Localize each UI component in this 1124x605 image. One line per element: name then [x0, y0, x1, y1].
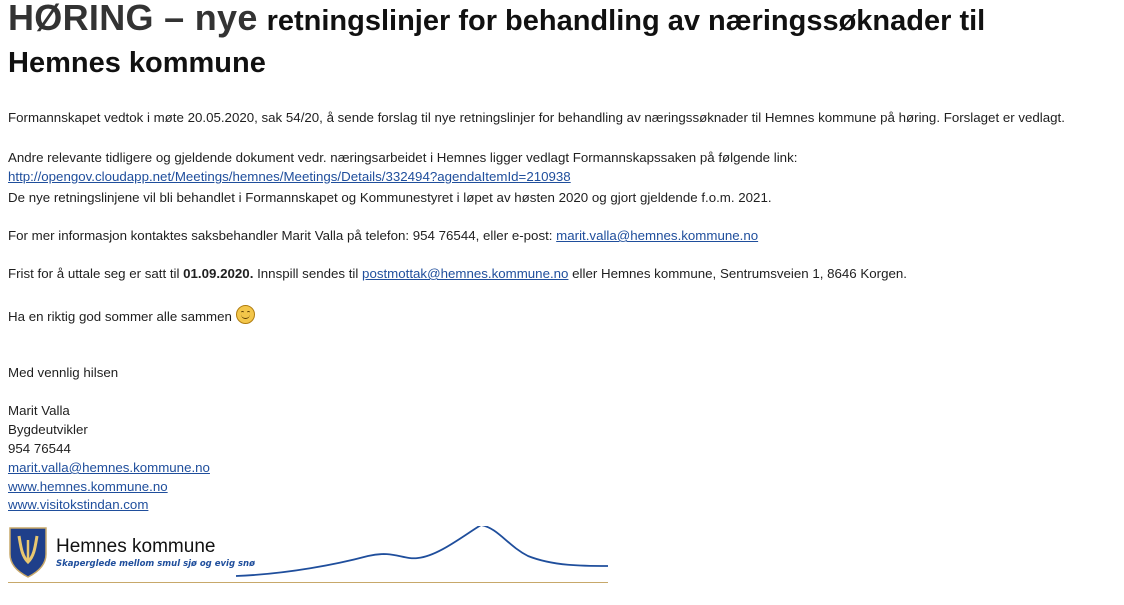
signature-email-line [8, 458, 210, 477]
signature-name: Marit Valla [8, 403, 70, 418]
visitokstindan-website-link[interactable]: www.visitokstindan.com [8, 497, 149, 512]
address-text: eller Hemnes kommune, Sentrumsveien 1, 8646 Korgen. [568, 266, 907, 281]
signature-role: Bygdeutvikler [8, 422, 88, 437]
logo-slogan: Skaperglede mellom smul sjø og evig snø [56, 559, 255, 569]
hemnes-website-link[interactable]: www.hemnes.kommune.no [8, 479, 168, 494]
summer-greeting: Ha en riktig god sommer alle sammen [8, 309, 232, 324]
signature-email-link[interactable]: marit.valla@hemnes.kommune.no [8, 460, 210, 475]
signature-web1-line [8, 477, 168, 496]
mountain-line-icon [8, 526, 608, 582]
paragraph-6 [8, 305, 255, 326]
title-part-2: retningslinjer for behandling av næringssøknader til [266, 5, 986, 37]
paragraph-4-text: For mer informasjon kontaktes saksbehandler Marit Valla på telefon: 954 76544, eller e-post: [8, 228, 557, 243]
hemnes-logo [8, 526, 608, 586]
title-part-1: HØRING – nye [8, 0, 258, 38]
title-line-1 [8, 0, 1118, 36]
opengov-link[interactable]: http://opengov.cloudapp.net/Meetings/hemnes/Meetings/Details/332494?agendaItemId=210938 [8, 169, 571, 184]
paragraph-5 [8, 264, 907, 283]
smiley-icon [236, 305, 255, 324]
logo-divider [8, 582, 608, 583]
title-line-2: Hemnes kommune [8, 47, 266, 79]
signature-greeting: Med vennlig hilsen [8, 365, 119, 380]
deadline-text: Frist for å uttale seg er satt til [8, 266, 184, 281]
contact-email-link[interactable]: marit.valla@hemnes.kommune.no [556, 228, 759, 243]
page-title [8, 0, 1118, 78]
paragraph-3: De nye retningslinjene vil bli behandlet i Formannskapet og Kommunestyret i løpet av høsten 2020 og gjort gjeldende f.o.m. 2021. [8, 190, 772, 205]
deadline-date: 01.09.2020. [183, 266, 254, 281]
opengov-link-line [8, 167, 571, 186]
signature-web2-line [8, 495, 148, 514]
paragraph-1: Formannskapet vedtok i møte 20.05.2020, sak 54/20, å sende forslag til nye retningslinjer for behandling av næringssøknader til Hemnes kommune på høring. Forslaget er vedlagt. [8, 110, 1065, 125]
signature-phone: 954 76544 [8, 441, 71, 456]
paragraph-4 [8, 226, 758, 245]
paragraph-2: Andre relevante tidligere og gjeldende dokument vedr. næringsarbeidet i Hemnes ligger vedlagt Formannskapssaken på følgende link: [8, 150, 798, 165]
document [8, 0, 1118, 512]
postmottak-email-link[interactable]: postmottak@hemnes.kommune.no [362, 266, 569, 281]
logo-name: Hemnes kommune [56, 536, 216, 557]
submission-text: Innspill sendes til [253, 266, 363, 281]
